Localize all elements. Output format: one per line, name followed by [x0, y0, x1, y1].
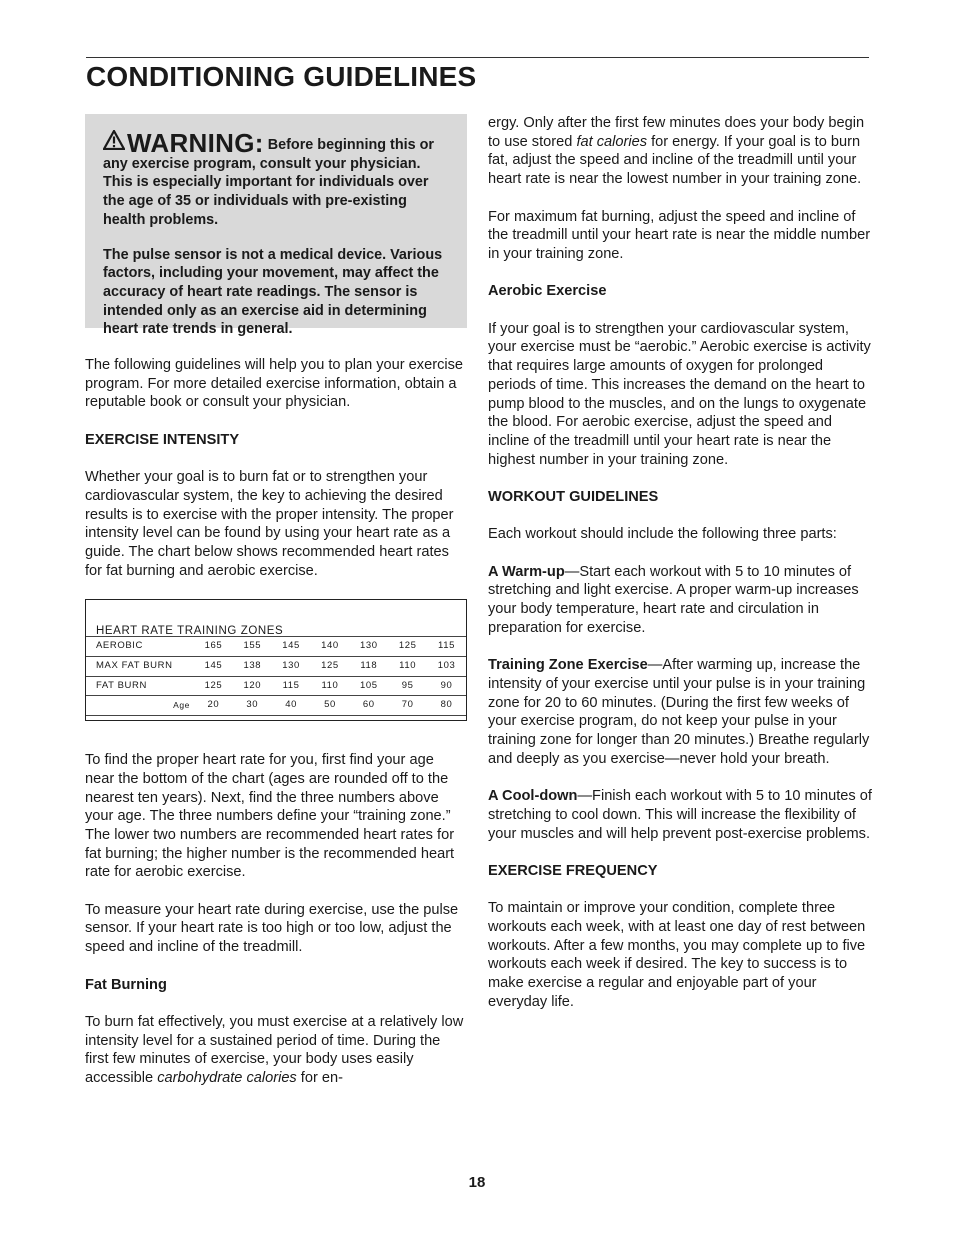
chart-cell: 115	[272, 676, 311, 696]
fat-burning-emphasis: carbohydrate calories	[157, 1070, 297, 1086]
chart-row	[86, 637, 466, 657]
heart-rate-table	[86, 636, 466, 716]
page-number: 18	[468, 1174, 486, 1191]
warmup-paragraph	[488, 563, 872, 638]
fat-cont-text-b: for energy. If your goal is to burn fat, adjust the speed and incline of the treadmill until your heart rate is near the lowest number in your training zone.	[488, 133, 862, 188]
chart-age-cell: 30	[233, 696, 272, 716]
chart-cell: 110	[311, 676, 350, 696]
heart-rate-chart	[85, 599, 467, 721]
chart-cell: 110	[388, 656, 427, 676]
chart-age-cell: 40	[272, 696, 311, 716]
training-zone-body: —After warming up, increase the intensity of your exercise until your pulse is in your training zone for 20 to 60 minutes. (During the first few weeks of your exercise program, do not keep your pulse in your training zone for longer than 20 minutes.) Breathe regularly and deeply as you exercise—never hold your breath.	[488, 657, 870, 767]
fat-burning-continued	[488, 114, 872, 189]
exercise-frequency-heading: EXERCISE FREQUENCY	[488, 862, 658, 879]
chart-cell: 103	[427, 656, 466, 676]
chart-cell: 138	[233, 656, 272, 676]
cooldown-paragraph	[488, 787, 872, 843]
warning-para-1	[103, 130, 447, 230]
exercise-intensity-body: Whether your goal is to burn fat or to strengthen your cardiovascular system, the key to achieving the desired results is to exercise with the proper intensity. The proper intensity level can be found by using your heart rate as a guide. The chart below shows recommended heart rates for fat burning and aerobic exercise.	[85, 469, 454, 579]
chart-row-label: MAX FAT BURN	[86, 656, 194, 676]
aerobic-heading: Aerobic Exercise	[488, 283, 607, 300]
fat-burning-text-b: for en-	[296, 1070, 343, 1086]
chart-age-cell: 60	[349, 696, 388, 716]
chart-cell: 125	[388, 637, 427, 657]
training-zone-paragraph	[488, 656, 872, 768]
aerobic-body: If your goal is to strengthen your cardiovascular system, your exercise must be “aerobic.” Aerobic exercise is activity that requires large amounts of oxygen for prolonged periods of time. This increases the demand on the heart to pump blood to the muscles, and on the lungs to oxygenate the blood. For aerobic exercise, adjust the speed and incline of the treadmill until your heart rate is near the highest number in your training zone.	[488, 320, 871, 468]
exercise-intensity-heading: EXERCISE INTENSITY	[85, 431, 240, 448]
chart-cell: 140	[311, 637, 350, 657]
warning-text-1: Before beginning this or any exercise program, consult your physician. This is especially important for individuals over the age of 35 or individuals with pre-existing health problems.	[103, 137, 435, 228]
fat-burning-text-a: To burn fat effectively, you must exercise at a relatively low intensity level for a sustained period of time. During the first few minutes of exercise, your body uses easily accessible	[85, 1013, 464, 1086]
warning-para-2: The pulse sensor is not a medical device. Various factors, including your movement, may affect the accuracy of heart rate readings. The sensor is intended only as an exercise aid in determining heart rate trends in general.	[103, 246, 443, 338]
chart-row	[86, 676, 466, 696]
chart-cell: 120	[233, 676, 272, 696]
chart-cell: 125	[194, 676, 233, 696]
chart-cell: 130	[272, 656, 311, 676]
chart-age-cell: 20	[194, 696, 233, 716]
chart-cell: 115	[427, 637, 466, 657]
right-column	[488, 114, 872, 1030]
chart-title: HEART RATE TRAINING ZONES	[96, 625, 284, 638]
fat-cont-emphasis: fat calories	[576, 133, 648, 150]
chart-row-label: FAT BURN	[86, 676, 194, 696]
page-title: CONDITIONING GUIDELINES	[86, 61, 477, 92]
top-rule	[86, 57, 869, 58]
chart-row	[86, 656, 466, 676]
cooldown-title: A Cool-down	[488, 788, 578, 805]
measure-paragraph: To measure your heart rate during exercise, use the pulse sensor. If your heart rate is too high or too low, adjust the speed and incline of the treadmill.	[85, 901, 459, 956]
chart-age-label: Age	[86, 696, 194, 716]
chart-cell: 105	[349, 676, 388, 696]
warmup-title: A Warm-up	[488, 563, 565, 580]
warning-box	[85, 114, 467, 338]
warmup-body: —Start each workout with 5 to 10 minutes of stretching and light exercise. A proper warm-up increases your body temperature, heart rate and circulation in preparation for exercise.	[488, 563, 859, 636]
warning-heading: WARNING:	[127, 128, 264, 158]
training-zone-title: Training Zone Exercise	[488, 657, 648, 674]
chart-age-cell: 50	[311, 696, 350, 716]
workout-intro: Each workout should include the following three parts:	[488, 526, 837, 543]
chart-cell: 118	[349, 656, 388, 676]
chart-cell: 90	[427, 676, 466, 696]
fat-burning-body	[85, 1013, 467, 1088]
workout-guidelines-heading: WORKOUT GUIDELINES	[488, 489, 659, 505]
exercise-frequency-body: To maintain or improve your condition, complete three workouts each week, with at least one day of rest between workouts. After a few months, you may complete up to five workouts each week if desired. The key to success is to make exercise a regular and enjoyable part of your everyday life.	[488, 900, 866, 1010]
fat-burning-heading: Fat Burning	[85, 976, 167, 993]
chart-row-label: AEROBIC	[86, 637, 194, 657]
chart-cell: 155	[233, 637, 272, 657]
warning-triangle-icon	[103, 130, 125, 150]
cooldown-body: —Finish each workout with 5 to 10 minutes of stretching to cool down. This will increase the flexibility of your muscles and will help prevent post-exercise problems.	[488, 788, 872, 842]
intro-paragraph: The following guidelines will help you to plan your exercise program. For more detailed exercise information, obtain a reputable book or consult your physician.	[85, 357, 464, 411]
left-column	[85, 114, 467, 1106]
find-rate-paragraph: To find the proper heart rate for you, first find your age near the bottom of the chart (ages are rounded off to the nearest ten years). Next, find the three numbers above your age. The three numbers define your “training zone.” The lower two numbers are recommended heart rates for fat burning; the higher number is the recommended heart rate for aerobic exercise.	[85, 752, 455, 881]
fat-cont-text-a: ergy. Only after the first few minutes does your body begin to use stored	[488, 115, 865, 150]
chart-cell: 145	[272, 637, 311, 657]
max-fat-paragraph: For maximum fat burning, adjust the speed and incline of the treadmill until your heart rate is near the middle number in your training zone.	[488, 208, 871, 262]
chart-cell: 95	[388, 676, 427, 696]
chart-age-row	[86, 696, 466, 716]
chart-cell: 165	[194, 637, 233, 657]
chart-cell: 130	[349, 637, 388, 657]
chart-age-cell: 70	[388, 696, 427, 716]
chart-cell: 145	[194, 656, 233, 676]
chart-cell: 125	[311, 656, 350, 676]
chart-age-cell: 80	[427, 696, 466, 716]
